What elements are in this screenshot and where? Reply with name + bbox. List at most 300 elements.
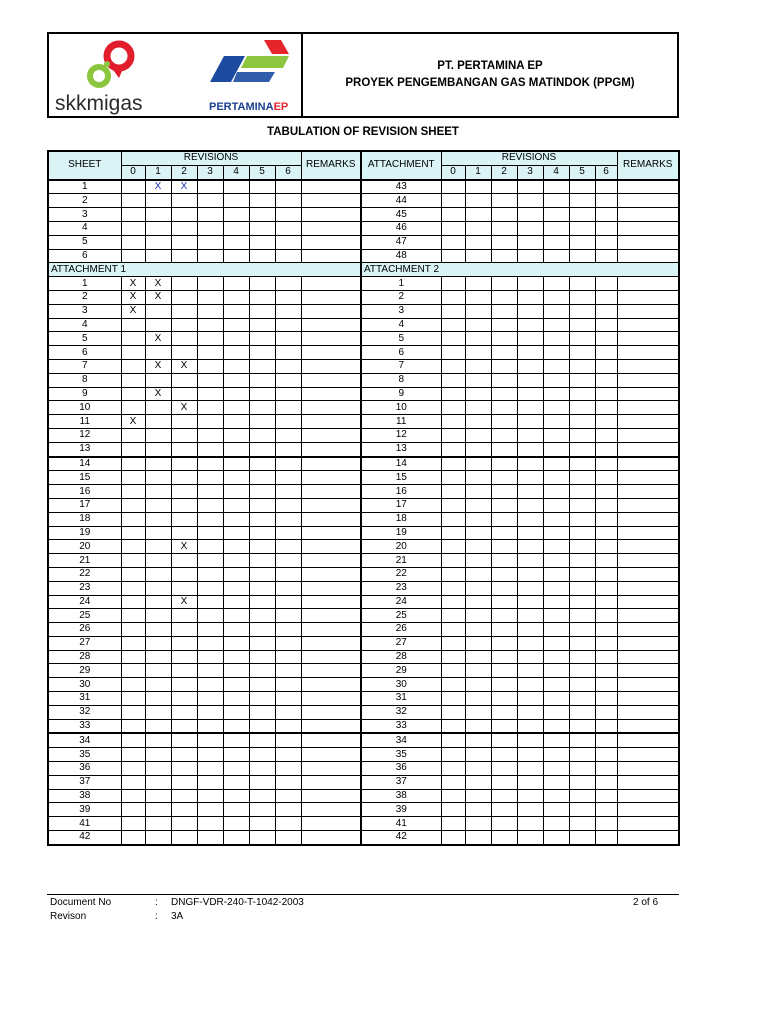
table-header-row [48,151,679,165]
revision-mark [275,567,301,581]
remarks-cell [617,401,679,415]
revision-mark [465,304,491,318]
revision-mark [223,554,249,568]
revision-mark [223,664,249,678]
sheet-number: 16 [48,485,121,499]
remarks-cell [617,526,679,540]
revision-mark [595,498,617,512]
attachment-number: 32 [361,705,441,719]
revision-mark [517,554,543,568]
revision-mark [121,457,145,471]
revision-mark [569,775,595,789]
revision-mark [145,540,171,554]
revision-mark [517,540,543,554]
revision-mark [121,208,145,222]
revision-mark [171,526,197,540]
revision-mark [223,387,249,401]
remarks-cell [301,442,361,456]
revision-mark: X [171,180,197,194]
remarks-cell [617,485,679,499]
revision-mark [275,831,301,845]
revision-mark [441,581,465,595]
revision-table [47,150,680,846]
doc-no-separator: : [155,897,158,908]
revision-mark [121,359,145,373]
revision-mark [595,221,617,235]
table-row [48,512,679,526]
revision-mark [491,554,517,568]
revision-mark [543,733,569,747]
revision-mark [491,332,517,346]
attachment-number: 7 [361,359,441,373]
revision-mark [223,678,249,692]
revision-mark [569,415,595,429]
sheet-number: 3 [48,304,121,318]
remarks-cell [617,636,679,650]
revision-mark [543,221,569,235]
revision-mark [171,304,197,318]
revision-mark [441,387,465,401]
revision-mark [171,290,197,304]
revision-mark [543,831,569,845]
revision-mark [197,457,223,471]
revision-mark [441,485,465,499]
revision-mark [517,290,543,304]
revision-mark [543,595,569,609]
revision-mark [441,595,465,609]
revision-mark [171,803,197,817]
revision-mark [121,733,145,747]
revision-mark [197,498,223,512]
revision-mark [275,512,301,526]
revision-mark [491,359,517,373]
revision-mark [595,512,617,526]
attachment-number: 11 [361,415,441,429]
revision-mark [249,359,275,373]
revision-mark [595,304,617,318]
remarks-cell [301,623,361,637]
revision-mark [249,554,275,568]
revision-mark [569,526,595,540]
revision-mark [197,442,223,456]
revision-mark [569,789,595,803]
revision-mark: X [121,290,145,304]
revision-mark [121,831,145,845]
revision-mark [275,373,301,387]
revision-mark [275,762,301,776]
sheet-number: 25 [48,609,121,623]
revision-mark [121,373,145,387]
sheet-number: 34 [48,733,121,747]
revision-mark [121,762,145,776]
sheet-number: 6 [48,346,121,360]
revision-mark [171,194,197,208]
revision-mark [595,789,617,803]
remarks-cell [301,249,361,263]
revision-mark [171,221,197,235]
revision-mark [121,194,145,208]
company-name: PT. PERTAMINA EP [437,60,543,72]
revision-mark [121,485,145,499]
revision-mark [517,194,543,208]
sheet-number: 9 [48,387,121,401]
remarks-cell [617,512,679,526]
revision-mark [249,428,275,442]
revision-mark [517,471,543,485]
revision-mark [517,664,543,678]
revision-mark [145,401,171,415]
revision-mark [465,581,491,595]
remarks-cell [617,664,679,678]
sheet-number: 11 [48,415,121,429]
attachment-number: 10 [361,401,441,415]
remarks-cell [301,609,361,623]
revision-mark [223,415,249,429]
revision-mark [491,471,517,485]
revision-mark [491,609,517,623]
revision-mark [223,748,249,762]
revision-mark [121,428,145,442]
revision-mark [595,705,617,719]
sheet-number: 22 [48,567,121,581]
revision-mark [569,249,595,263]
revision-mark [145,428,171,442]
revision-mark [543,387,569,401]
revision-mark [145,733,171,747]
remarks-cell [301,581,361,595]
revision-mark [249,748,275,762]
revision-mark [171,277,197,291]
revision-mark [595,194,617,208]
table-row [48,457,679,471]
revision-mark [249,526,275,540]
sheet-number: 5 [48,235,121,249]
remarks-cell [301,831,361,845]
revision-mark [145,678,171,692]
revision-mark [517,636,543,650]
revision-mark [491,249,517,263]
revision-mark [275,554,301,568]
page-title: TABULATION OF REVISION SHEET [267,126,459,138]
revision-mark [595,208,617,222]
revision-mark [491,180,517,194]
revision-mark [543,567,569,581]
revision-mark [491,623,517,637]
revision-mark [171,415,197,429]
revision-mark [543,304,569,318]
revision-mark [569,512,595,526]
revision-mark [171,457,197,471]
table-row [48,194,679,208]
revision-mark [197,581,223,595]
revision-mark [491,373,517,387]
revision-mark [171,387,197,401]
revision-mark [171,498,197,512]
revision-mark [595,249,617,263]
remarks-cell [617,318,679,332]
revision-mark [441,401,465,415]
revision-mark [145,789,171,803]
table-row [48,650,679,664]
revision-mark [249,194,275,208]
attachment-number: 48 [361,249,441,263]
revision-mark [121,609,145,623]
revision-mark [543,775,569,789]
revision-mark [491,442,517,456]
revision-mark [121,498,145,512]
revision-number-header: 5 [569,165,595,179]
revision-mark [145,373,171,387]
revision-mark [197,733,223,747]
revision-mark [517,595,543,609]
revision-mark [249,705,275,719]
sheet-number: 8 [48,373,121,387]
revision-mark [223,762,249,776]
revision-mark [465,346,491,360]
revision-mark [465,373,491,387]
revision-value: 3A [171,911,184,922]
revision-mark [517,609,543,623]
revision-mark [595,581,617,595]
revision-mark [491,485,517,499]
revision-mark [543,277,569,291]
remarks-cell [617,332,679,346]
remarks-cell [301,733,361,747]
revision-mark [543,664,569,678]
revision-mark [197,249,223,263]
sheet-number: 26 [48,623,121,637]
revision-mark [145,318,171,332]
revision-mark [145,554,171,568]
revision-mark [145,194,171,208]
attachment-number: 20 [361,540,441,554]
revision-mark [121,526,145,540]
attachment-number: 44 [361,194,441,208]
revision-mark [569,554,595,568]
revision-mark [517,428,543,442]
revision-mark [595,485,617,499]
table-row [48,664,679,678]
revision-mark [145,512,171,526]
revision-mark [249,304,275,318]
revision-mark [441,415,465,429]
table-row [48,789,679,803]
revision-mark [543,705,569,719]
attachment-number: 16 [361,485,441,499]
revision-mark [171,748,197,762]
revision-mark [275,194,301,208]
revision-mark [441,304,465,318]
revision-mark [491,277,517,291]
revision-mark [171,705,197,719]
revision-mark [223,526,249,540]
revision-mark [121,540,145,554]
attachment-number: 6 [361,346,441,360]
sheet-number: 7 [48,359,121,373]
attachment-number: 15 [361,471,441,485]
revision-mark [491,540,517,554]
remarks-cell [301,762,361,776]
remarks-cell [617,304,679,318]
revision-mark [223,817,249,831]
revision-mark [249,387,275,401]
revision-mark [465,595,491,609]
revision-mark [197,789,223,803]
revision-mark: X [121,277,145,291]
table-row [48,540,679,554]
sheet-number: 19 [48,526,121,540]
remarks-cell [617,221,679,235]
table-row [48,290,679,304]
revision-mark [145,567,171,581]
sheet-number: 1 [48,180,121,194]
sheet-number: 1 [48,277,121,291]
remarks-cell [617,208,679,222]
revision-mark [121,636,145,650]
revision-mark [121,803,145,817]
revision-mark [595,762,617,776]
sheet-number: 10 [48,401,121,415]
remarks-cell [301,373,361,387]
revision-mark [121,678,145,692]
revision-mark [275,235,301,249]
revision-mark [517,415,543,429]
revision-mark [595,733,617,747]
revision-mark [543,678,569,692]
sheet-number: 5 [48,332,121,346]
table-row [48,762,679,776]
doc-no-label: Document No [50,897,112,908]
revision-mark [171,719,197,733]
revision-mark [145,664,171,678]
revision-mark [569,194,595,208]
revision-mark [543,554,569,568]
revision-mark [249,623,275,637]
revision-mark [465,332,491,346]
revision-mark [441,208,465,222]
revision-mark [595,290,617,304]
revision-mark [465,692,491,706]
attachment-number: 22 [361,567,441,581]
table-row [48,485,679,499]
revision-mark [595,748,617,762]
sheet-number: 12 [48,428,121,442]
revision-mark [595,415,617,429]
sheet-number: 17 [48,498,121,512]
revision-mark [145,498,171,512]
revision-mark [517,318,543,332]
remarks-cell [301,221,361,235]
revision-mark [465,664,491,678]
remarks-cell [301,415,361,429]
revision-mark [171,442,197,456]
revision-mark [517,831,543,845]
table-row [48,775,679,789]
revision-mark [145,719,171,733]
revision-mark [197,180,223,194]
revision-mark [569,540,595,554]
remarks-cell [617,359,679,373]
revision-mark [441,235,465,249]
revision-mark [517,485,543,499]
revision-mark [569,359,595,373]
revision-mark [223,831,249,845]
revision-mark [569,498,595,512]
revision-mark [441,789,465,803]
revision-mark [223,609,249,623]
revision-mark [275,636,301,650]
revision-mark [595,235,617,249]
remarks-cell [617,733,679,747]
remarks-cell [617,719,679,733]
revision-mark [249,277,275,291]
revision-mark [543,318,569,332]
remarks-cell [301,290,361,304]
revision-mark [491,208,517,222]
revision-mark [543,290,569,304]
revision-mark [465,457,491,471]
attachment-number: 29 [361,664,441,678]
revision-mark [569,719,595,733]
revision-mark [223,180,249,194]
revision-mark [441,748,465,762]
attachment-number: 8 [361,373,441,387]
revision-mark [441,471,465,485]
revision-mark [249,678,275,692]
revision-mark [491,650,517,664]
revision-mark [569,650,595,664]
revision-mark [517,387,543,401]
revision-mark [249,650,275,664]
attachment-number: 1 [361,277,441,291]
revision-mark [517,762,543,776]
revision-mark [121,664,145,678]
remarks-cell [301,194,361,208]
table-row [48,748,679,762]
revision-mark [491,831,517,845]
attachment-number: 18 [361,512,441,526]
revision-mark [145,304,171,318]
revision-mark [275,180,301,194]
revision-mark [465,650,491,664]
revision-mark [543,332,569,346]
remarks-cell [301,387,361,401]
revision-mark [465,705,491,719]
revision-mark [491,346,517,360]
revision-mark [491,401,517,415]
revision-mark [517,581,543,595]
revision-mark [275,733,301,747]
revision-mark [145,817,171,831]
revision-mark [543,485,569,499]
revision-mark [275,249,301,263]
revision-mark [275,817,301,831]
revision-mark: X [145,180,171,194]
remarks-cell [301,526,361,540]
document-header [47,32,679,118]
revision-mark [145,346,171,360]
revision-mark [569,428,595,442]
remarks-cell [301,789,361,803]
remarks-cell [617,194,679,208]
attachment-number: 25 [361,609,441,623]
table-row [48,595,679,609]
revision-mark [121,581,145,595]
revision-mark [441,249,465,263]
revision-mark [171,650,197,664]
revision-number-header: 2 [491,165,517,179]
revision-mark [171,208,197,222]
